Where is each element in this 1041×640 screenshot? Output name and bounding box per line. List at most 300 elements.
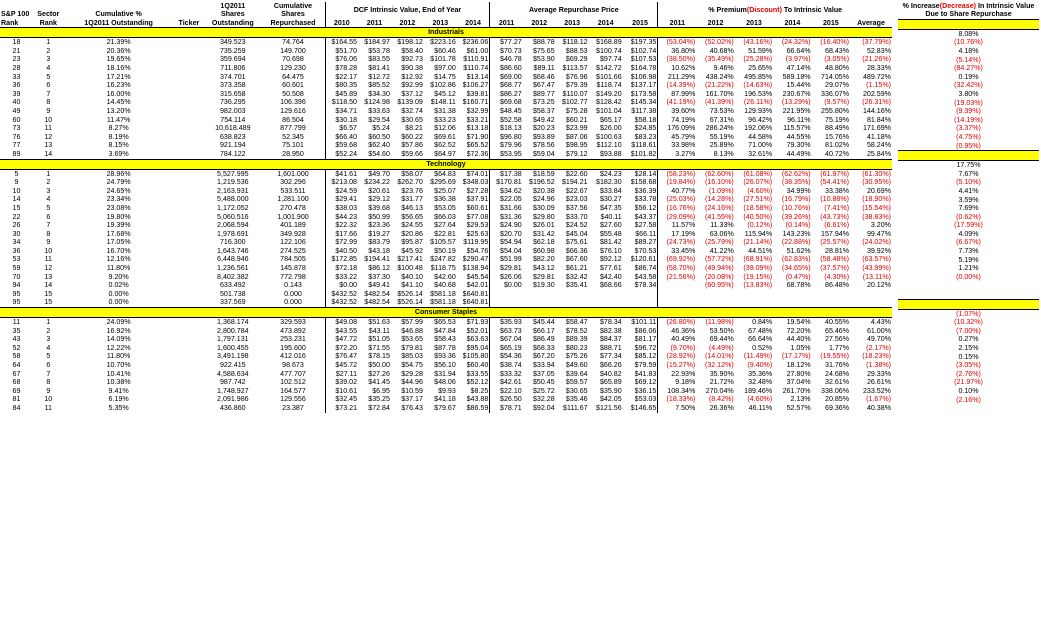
repurchase-price-cell: $196.52 <box>529 178 555 187</box>
ticker-cell <box>174 395 205 404</box>
repurchase-price-cell: $68.77 <box>500 81 522 90</box>
shares-outstanding-cell: 784.122 <box>219 149 246 158</box>
table-row <box>0 318 892 327</box>
premium-cell: 51.59% <box>748 46 773 55</box>
premium-cell: (15.27%) <box>666 361 696 369</box>
intrinsic-change-cell: (19.03%) <box>954 98 983 107</box>
table-row <box>898 370 1039 379</box>
sector-rank-cell: 12 <box>44 264 53 273</box>
dcf-value-cell: $27.11 <box>335 369 358 378</box>
dcf-value-cell: $27.28 <box>457 187 490 196</box>
sector-rank-cell: 2 <box>46 326 51 335</box>
sp100-rank-cell: 22 <box>12 212 21 221</box>
sector-rank-cell: 10 <box>44 395 53 404</box>
sp100-rank-cell: 67 <box>12 369 21 378</box>
repurchase-price-cell: $107.53 <box>623 55 658 64</box>
dcf-value-cell: $64.83 <box>434 169 456 178</box>
premium-cell: 233.52% <box>862 386 891 395</box>
repurchase-price-cell <box>589 290 623 299</box>
premium-cell: 270.04% <box>705 386 734 395</box>
repurchase-price-cell: $33.70 <box>565 212 588 221</box>
cumulative-pct-cell: 11.80% <box>106 264 131 273</box>
header-cumulative-repurchased-text: Cumulative Shares Repurchased <box>270 2 316 27</box>
premium-cell: 438.24% <box>705 72 734 81</box>
ticker-cell <box>174 116 205 125</box>
dcf-value-cell: $198.12 <box>397 38 423 47</box>
sector-rank-cell: 10 <box>44 115 53 124</box>
repurchase-price-cell: $68.66 <box>599 281 622 290</box>
cumulative-repurchased-cell: 64.475 <box>261 73 325 82</box>
premium-cell: (4.49%) <box>708 343 734 352</box>
premium-cell: (14.39%) <box>666 81 696 90</box>
repurchase-price-cell: $59.04 <box>532 149 555 158</box>
dcf-value-cell: $432.52 <box>331 289 358 298</box>
intrinsic-change-cell: (1.07%) <box>956 309 981 318</box>
dcf-value-cell: $30.18 <box>335 115 358 124</box>
premium-cell: (13.83%) <box>743 281 773 290</box>
premium-cell: 40.55% <box>825 318 850 327</box>
dcf-value-cell: $49.41 <box>368 281 390 290</box>
cumulative-repurchased-cell: 274.525 <box>261 247 325 256</box>
premium-cell: (20.08%) <box>704 272 734 281</box>
premium-cell: (9.70%) <box>670 343 696 352</box>
premium-cell: 79.30% <box>786 141 811 150</box>
dcf-value-cell: $74.01 <box>457 169 490 178</box>
table-row <box>898 309 1039 318</box>
premium-cell: 192.06% <box>744 124 773 133</box>
ticker-cell <box>174 247 205 256</box>
dcf-value-cell: $72.99 <box>335 238 358 247</box>
premium-cell: 196.53% <box>744 89 773 98</box>
dcf-value-cell: $37.17 <box>401 395 423 404</box>
sector-rank-cell: 5 <box>46 72 51 81</box>
dcf-value-cell: $78.28 <box>335 64 358 72</box>
intrinsic-change-cell: 3.80% <box>958 89 979 98</box>
sector-rank-cell: 10 <box>44 246 53 255</box>
sector-spacer <box>898 19 1039 29</box>
dcf-value-cell: $25.63 <box>457 230 490 239</box>
repurchase-price-cell: $41.83 <box>623 370 658 379</box>
dcf-value-cell: $43.18 <box>368 246 390 255</box>
cumulative-repurchased-cell: 329.593 <box>261 318 325 327</box>
dcf-value-cell: $86.59 <box>457 404 490 413</box>
sector-spacer <box>898 151 1039 161</box>
premium-cell <box>850 298 892 307</box>
sp100-rank-cell: 21 <box>12 46 21 55</box>
repurchase-price-cell: $26.00 <box>599 124 622 133</box>
intrinsic-change-cell: (7.00%) <box>956 326 981 335</box>
table-row <box>0 141 892 150</box>
shares-outstanding-cell: 633.492 <box>219 281 246 290</box>
sector-rank-cell: 13 <box>44 141 53 150</box>
premium-cell: (62.60%) <box>704 169 734 178</box>
cumulative-pct-cell: 23.34% <box>106 195 131 204</box>
premium-cell: (1.67%) <box>866 395 891 404</box>
repurchase-price-cell: $101.66 <box>596 72 622 81</box>
table-row <box>0 273 892 282</box>
table-row <box>0 107 892 116</box>
dcf-value-cell: $54.60 <box>368 149 390 158</box>
dcf-value-cell: $52.24 <box>335 149 358 158</box>
ticker-cell <box>174 195 205 204</box>
dcf-value-cell: $640.81 <box>457 290 490 299</box>
cumulative-pct-cell: 3.69% <box>108 149 129 158</box>
ticker-cell <box>174 141 205 150</box>
cumulative-pct-cell: 19.39% <box>106 221 131 230</box>
premium-cell: (1.15%) <box>866 81 891 90</box>
table-row <box>0 213 892 222</box>
dcf-value-cell: $53.05 <box>434 203 456 212</box>
premium-cell: (24.32%) <box>781 38 811 47</box>
premium-cell: (4.60%) <box>747 395 773 404</box>
repurchase-price-cell: $54.04 <box>500 246 522 255</box>
ticker-cell <box>174 238 205 247</box>
sector-header-row-right <box>898 299 1039 309</box>
shares-outstanding-cell: 5,488.000 <box>217 195 249 204</box>
premium-cell: 40.38% <box>866 403 891 412</box>
repurchase-price-cell: $98.95 <box>565 141 588 150</box>
premium-cell: (21.56%) <box>666 272 696 281</box>
ticker-cell <box>174 230 205 239</box>
sector-rank-cell: 3 <box>46 186 51 195</box>
table-row <box>898 161 1039 170</box>
right-header-row <box>898 2 1039 19</box>
table-row <box>898 90 1039 99</box>
header-premium-group <box>658 2 892 14</box>
repurchase-price-cell: $19.30 <box>532 281 555 290</box>
intrinsic-change-cell <box>898 281 1039 290</box>
ticker-cell <box>174 47 205 56</box>
premium-cell: (14.63%) <box>743 81 773 90</box>
shares-outstanding-cell: 4,588.634 <box>217 369 249 378</box>
dcf-value-cell: $83.79 <box>368 238 390 247</box>
dcf-value-cell: $39.68 <box>368 203 390 212</box>
dcf-value-cell: $58.40 <box>401 46 423 55</box>
intrinsic-change-cell: 0.10% <box>958 386 979 395</box>
ticker-cell <box>174 73 205 82</box>
premium-cell: (13.11%) <box>862 272 891 281</box>
repurchase-price-cell: $35.41 <box>565 281 588 290</box>
dcf-value-cell: $60.61 <box>457 204 490 213</box>
premium-cell: 69.44% <box>709 335 734 344</box>
ticker-cell <box>174 344 205 353</box>
cumulative-repurchased-cell: 195.600 <box>261 344 325 353</box>
dcf-value-cell: $31.94 <box>434 369 456 378</box>
cumulative-pct-cell: 17.21% <box>106 72 131 81</box>
repurchase-price-cell: $46.78 <box>500 55 522 64</box>
repurchase-price-cell: $37.05 <box>532 369 555 378</box>
sector-rank-cell: 9 <box>46 386 51 395</box>
repurchase-price-cell: $173.58 <box>623 90 658 99</box>
premium-cell: 58.24% <box>866 141 891 150</box>
repurchase-price-cell: $18.13 <box>500 124 522 133</box>
repurchase-price-cell: $33.32 <box>500 369 522 378</box>
premium-cell: 41.22% <box>709 246 734 255</box>
repurchase-price-cell: $75.26 <box>565 352 588 361</box>
cumulative-repurchased-cell: 98.673 <box>261 361 325 370</box>
intrinsic-change-cell: (17.59%) <box>954 221 983 230</box>
sector-rank-cell: 12 <box>44 132 53 141</box>
cumulative-repurchased-cell: 106.396 <box>261 98 325 107</box>
cumulative-repurchased-cell: 60.601 <box>261 81 325 90</box>
intrinsic-change-cell: 3.59% <box>958 195 979 204</box>
dcf-value-cell: $76.43 <box>401 403 423 412</box>
repurchase-price-cell: $53.90 <box>532 55 555 64</box>
dcf-value-cell: $59.66 <box>401 149 423 158</box>
dcf-value-cell: $8.21 <box>405 124 423 133</box>
dcf-value-cell: $22.32 <box>335 221 358 230</box>
repurchase-price-cell <box>589 298 623 307</box>
premium-cell <box>773 298 811 307</box>
sector-rank-cell: 7 <box>46 369 51 378</box>
repurchase-price-cell: $47.35 <box>599 203 622 212</box>
premium-cell: (52.02%) <box>704 38 734 47</box>
table-row <box>0 404 892 413</box>
repurchase-price-cell: $30.09 <box>532 203 555 212</box>
repurchase-price-cell: $58.37 <box>532 106 555 115</box>
intrinsic-change-cell: 0.27% <box>958 335 979 344</box>
table-row <box>898 213 1039 222</box>
dcf-value-cell: $52.01 <box>457 327 490 336</box>
ticker-cell <box>174 273 205 282</box>
dcf-value-cell: $45.92 <box>401 246 423 255</box>
repurchase-price-cell: $70.73 <box>500 46 522 55</box>
premium-cell: (63.57%) <box>862 255 891 264</box>
cumulative-pct-cell: 10.41% <box>106 369 131 378</box>
dcf-value-cell: $290.47 <box>457 255 490 264</box>
dcf-year: 2010 <box>325 14 358 27</box>
table-row <box>898 107 1039 116</box>
repurchase-price-cell: $79.59 <box>623 361 658 370</box>
dcf-value-cell: $139.09 <box>397 98 423 107</box>
cumulative-repurchased-cell: 86.504 <box>261 116 325 125</box>
repurchase-price-cell: $75.28 <box>565 106 588 115</box>
premium-cell: (3.97%) <box>785 55 811 64</box>
repurchase-price-cell: $146.65 <box>623 404 658 413</box>
premium-cell: (26.31%) <box>862 98 891 107</box>
dcf-value-cell: $71.90 <box>457 133 490 142</box>
table-row <box>0 247 892 256</box>
sector-rank-cell: 5 <box>46 352 51 361</box>
dcf-value-cell: $76.47 <box>335 352 358 361</box>
repurchase-price-cell: $97.74 <box>599 55 622 64</box>
premium-cell: (9.40%) <box>747 361 773 369</box>
intrinsic-change-cell: (3.37%) <box>956 124 981 133</box>
repurchase-price-cell: $78.56 <box>532 141 555 150</box>
repurchase-price-cell: $89.39 <box>565 335 588 344</box>
premium-cell <box>735 290 773 299</box>
repurchase-price-cell: $25.72 <box>532 386 555 395</box>
premium-cell: 115.57% <box>783 124 811 133</box>
repurchase-price-cell: $101.11 <box>623 318 658 327</box>
table-row <box>898 247 1039 256</box>
repurchase-price-cell: $45.44 <box>532 318 555 327</box>
repurchase-price-cell: $164.78 <box>623 64 658 73</box>
header-sector-rank <box>33 2 64 28</box>
cumulative-repurchased-cell: 50.508 <box>261 90 325 99</box>
table-row <box>898 273 1039 282</box>
ticker-cell <box>174 361 205 370</box>
ticker-cell <box>174 255 205 264</box>
cumulative-pct-cell: 12.22% <box>106 343 131 352</box>
sp100-rank-cell: 40 <box>12 98 21 107</box>
dcf-value-cell: $9.93 <box>438 386 456 395</box>
ticker-cell <box>174 298 205 307</box>
table-row <box>0 327 892 336</box>
premium-cell: 286.24% <box>705 124 734 133</box>
dcf-value-cell: $37.30 <box>368 272 390 281</box>
dcf-value-cell: $50.00 <box>368 361 390 369</box>
premium-cell: (62.62%) <box>781 169 811 178</box>
premium-cell: 19.54% <box>786 318 811 327</box>
premium-cell: (19.55%) <box>820 352 850 361</box>
premium-cell: 51.62% <box>786 246 811 255</box>
dcf-value-cell: $45.89 <box>335 89 358 98</box>
repurchase-price-cell: $69.00 <box>500 72 522 81</box>
premium-cell: 45.79% <box>671 132 696 141</box>
premium-cell: (18.23%) <box>862 352 891 361</box>
intrinsic-change-cell: 2.15% <box>958 344 979 352</box>
repurchase-price-cell: $39.64 <box>565 369 588 378</box>
dcf-value-cell: $81.41 <box>368 64 390 72</box>
sp100-rank-cell: 10 <box>12 186 21 195</box>
sector-rank-cell: 3 <box>46 335 51 344</box>
repurchase-price-cell: $24.52 <box>565 221 588 230</box>
repurchase-price-cell: $48.45 <box>500 106 522 115</box>
dcf-value-cell: $41.10 <box>401 281 423 290</box>
premium-cell: 0.84% <box>752 318 773 327</box>
premium-cell: 44.49% <box>786 149 811 158</box>
arp-year: 2012 <box>523 14 556 27</box>
repurchase-price-cell: $54.94 <box>500 238 522 247</box>
premium-cell: (37.57%) <box>820 264 850 273</box>
premium-cell: 44.55% <box>786 132 811 141</box>
dcf-value-cell: $105.57 <box>430 238 456 247</box>
dcf-value-cell: $57.86 <box>401 141 423 150</box>
dcf-value-cell: $12.92 <box>401 72 423 81</box>
premium-cell: 96.42% <box>748 115 773 124</box>
repurchase-price-cell: $18.59 <box>532 169 555 178</box>
cumulative-repurchased-cell: 784.505 <box>261 255 325 264</box>
table-row <box>0 370 892 379</box>
ticker-cell <box>174 55 205 64</box>
shares-outstanding-cell: 3,491.198 <box>217 352 249 361</box>
repurchase-price-cell: $56.12 <box>623 204 658 213</box>
shares-outstanding-cell: 1,219.536 <box>217 178 249 187</box>
header-intrinsic-b: (Decrease) <box>939 2 976 10</box>
shares-outstanding-cell: 2,091.986 <box>217 395 249 404</box>
intrinsic-change-cell: (5.14%) <box>956 55 981 64</box>
premium-cell: (43.99%) <box>862 264 891 273</box>
repurchase-price-cell: $77.34 <box>599 352 622 361</box>
premium-cell: (11.49%) <box>743 352 773 361</box>
premium-cell <box>658 298 696 307</box>
shares-outstanding-cell: 5,060.516 <box>217 212 249 221</box>
premium-cell: 25.84% <box>866 149 891 158</box>
dcf-value-cell: $172.85 <box>331 255 358 264</box>
table-body <box>0 28 892 413</box>
premium-cell: 255.80% <box>821 106 850 115</box>
intrinsic-change-cell: 1.21% <box>958 264 979 273</box>
dcf-value-cell: $33.55 <box>457 370 490 379</box>
dcf-value-cell: $295.69 <box>430 178 456 187</box>
premium-cell: (37.79%) <box>862 38 891 47</box>
shares-outstanding-cell: 736.295 <box>219 98 246 107</box>
dcf-value-cell: $51.70 <box>335 46 358 55</box>
premium-cell: (68.91%) <box>743 255 773 264</box>
repurchase-price-cell: $69.68 <box>500 98 522 107</box>
dcf-value-cell: $71.93 <box>457 318 490 327</box>
dcf-value-cell: $247.82 <box>430 255 456 264</box>
cumulative-pct-cell: 8.15% <box>108 141 129 150</box>
sector-rank-cell: 7 <box>46 221 51 230</box>
sp100-rank-cell: 69 <box>12 386 21 395</box>
premium-cell: 28.33% <box>866 64 891 72</box>
cumulative-pct-cell: 14.09% <box>106 335 131 344</box>
shares-outstanding-cell: 921.194 <box>219 141 246 150</box>
table-row <box>0 38 892 47</box>
repurchase-price-cell: $32.42 <box>565 272 588 281</box>
ticker-cell <box>174 107 205 116</box>
repurchase-price-cell <box>556 290 589 299</box>
repurchase-price-cell: $79.96 <box>500 141 522 150</box>
repurchase-price-cell: $87.06 <box>565 132 588 141</box>
repurchase-price-cell <box>623 298 658 307</box>
repurchase-price-cell <box>556 298 589 307</box>
premium-cell <box>696 290 734 299</box>
cumulative-pct-cell: 16.92% <box>106 326 131 335</box>
sector-rank-cell: 3 <box>46 55 51 64</box>
repurchase-price-cell: $60.98 <box>532 246 555 255</box>
premium-cell: 40.72% <box>825 149 850 158</box>
table-row <box>898 73 1039 82</box>
premium-cell: 40.49% <box>671 335 696 344</box>
premium-cell: 27.80% <box>786 369 811 378</box>
shares-outstanding-cell: 436.860 <box>219 403 246 412</box>
sector-rank-cell: 8 <box>46 229 51 238</box>
premium-cell: (25.57%) <box>820 238 850 247</box>
repurchase-price-cell: $82.38 <box>599 326 622 335</box>
premium-cell: 221.95% <box>782 106 811 115</box>
dcf-value-cell: $164.55 <box>331 38 358 47</box>
table-row <box>898 47 1039 56</box>
premium-cell <box>658 290 696 299</box>
dcf-value-cell: $105.80 <box>457 352 490 361</box>
dcf-value-cell: $37.91 <box>457 195 490 204</box>
repurchase-price-cell <box>523 290 556 299</box>
repurchase-price-cell: $43.58 <box>623 273 658 282</box>
cumulative-pct-cell: 28.96% <box>106 169 131 178</box>
dcf-value-cell: $87.78 <box>434 343 456 352</box>
repurchase-price-cell: $59.57 <box>565 378 588 387</box>
repurchase-price-cell <box>523 298 556 307</box>
repurchase-price-cell: $88.71 <box>599 343 622 352</box>
header-premium-a: % Premium <box>708 6 747 15</box>
premium-cell: (13.29%) <box>781 98 811 107</box>
repurchase-price-cell: $17.38 <box>500 169 522 178</box>
cumulative-pct-cell: 9.41% <box>108 386 129 395</box>
premium-cell: (10.88%) <box>820 195 850 204</box>
sp100-rank-cell: 81 <box>12 395 21 404</box>
dcf-value-cell: $46.13 <box>401 203 423 212</box>
dcf-value-cell: $50.99 <box>368 212 390 221</box>
repurchase-price-cell: $69.29 <box>565 55 588 64</box>
premium-cell: (16.40%) <box>820 38 850 47</box>
dcf-value-cell: $101.78 <box>430 55 456 64</box>
premium-cell: (61.30%) <box>862 169 891 178</box>
shares-outstanding-cell: 349.523 <box>219 38 246 47</box>
ticker-cell <box>174 169 205 178</box>
